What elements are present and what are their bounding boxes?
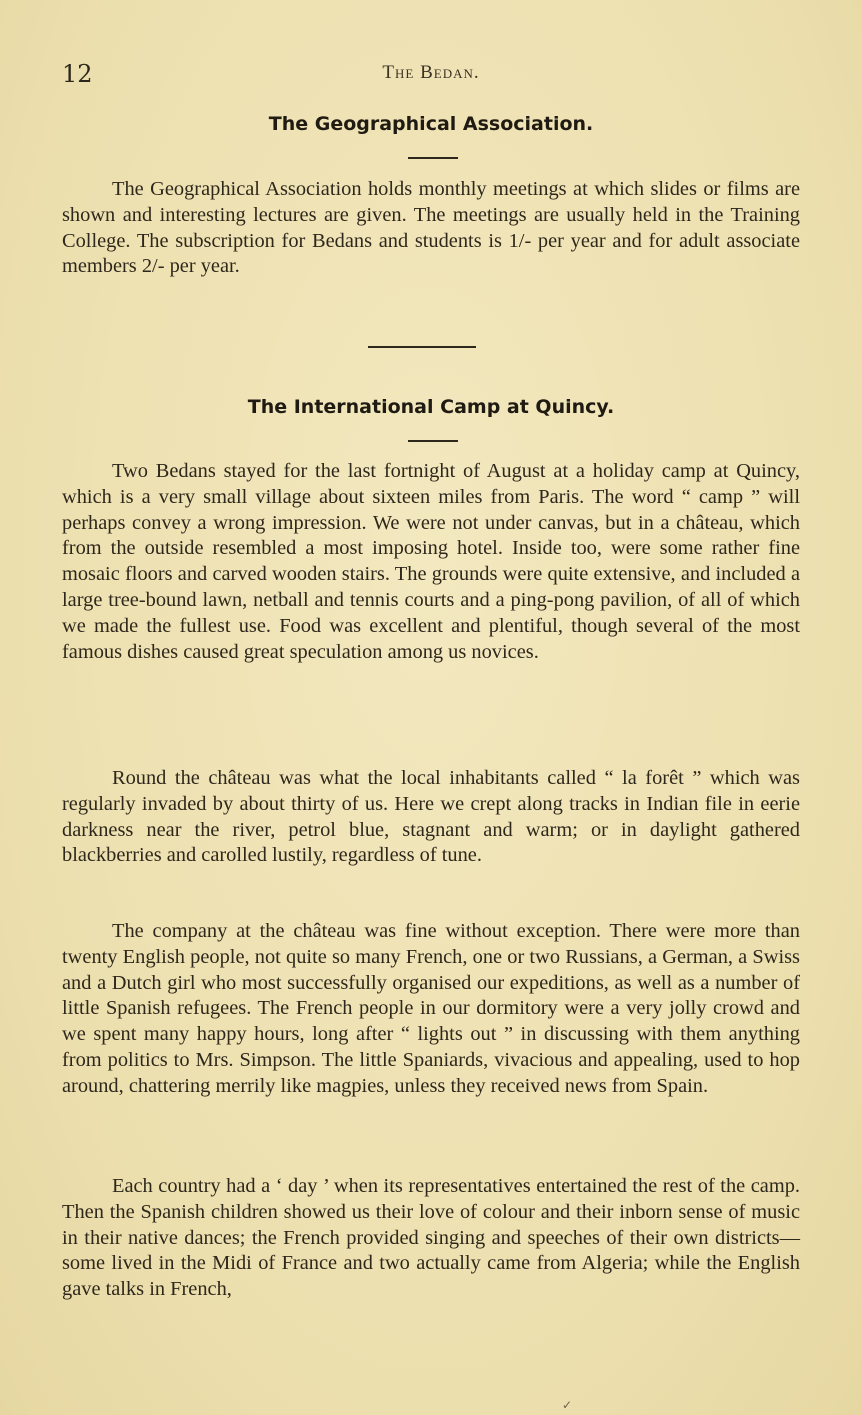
paragraph-country-day: Each country had a ‘ day ’ when its representatives entertained the rest of the camp. Then the Spanish children showed us their love of colour and their inborn sense of music in their native dances; the French provided singing and speeches of their own districts—some lived in the Midi of France and two actually came from Algeria; while the English gave talks in French, bbox=[62, 1175, 800, 1301]
heading-underline bbox=[408, 157, 458, 159]
page-number: 12 bbox=[62, 60, 93, 88]
running-head: The Bedan. bbox=[382, 62, 480, 83]
paragraph-la-foret: Round the château was what the local inhabitants called “ la forêt ” which was regularly invaded by about thirty of us. Here we crept along tracks in Indian file in eerie darkness near the river, petrol blue, stagnant and warm; or in daylight gathered blackberries and carolled lustily, regardless of tune. bbox=[62, 767, 800, 867]
section-divider bbox=[368, 346, 476, 348]
paragraph-geographical-association: The Geographical Association holds monthly meetings at which slides or films are shown and interesting lectures are given. The meetings are usually held in the Training College. The subscription for Bedans and students is 1/- per year and for adult associate members 2/- per year. bbox=[62, 178, 800, 278]
pencil-mark: ✓ bbox=[562, 1398, 573, 1412]
heading-underline bbox=[408, 440, 458, 442]
section-heading-geographical-association: The Geographical Association. bbox=[268, 113, 594, 135]
paragraph-camp-intro: Two Bedans stayed for the last fortnight of August at a holiday camp at Quincy, which is a very small village about sixteen miles from Paris. The word “ camp ” will perhaps convey a wrong impression. We were not under canvas, but in a château, which from the outside resembled a most imposing hotel. Inside too, were some rather fine mosaic floors and carved wooden stairs. The grounds were quite extensive, and included a large tree-bound lawn, netball and tennis courts and a ping-pong pavilion, of all of which we made the fullest use. Food was excellent and plentiful, though several of the most famous dishes caused great speculation among us novices. bbox=[62, 460, 800, 663]
section-heading-international-camp: The International Camp at Quincy. bbox=[247, 396, 615, 418]
paragraph-company: The company at the château was fine without exception. There were more than twenty English people, not quite so many French, one or two Russians, a German, a Swiss and a Dutch girl who most successfully organised our expeditions, as well as a number of little Spanish refugees. The French people in our dormitory were a very jolly crowd and we spent many happy hours, long after “ lights out ” in discussing with them anything from politics to Mrs. Simpson. The little Spaniards, vivacious and appealing, used to hop around, chattering merrily like magpies, unless they received news from Spain. bbox=[62, 920, 800, 1097]
